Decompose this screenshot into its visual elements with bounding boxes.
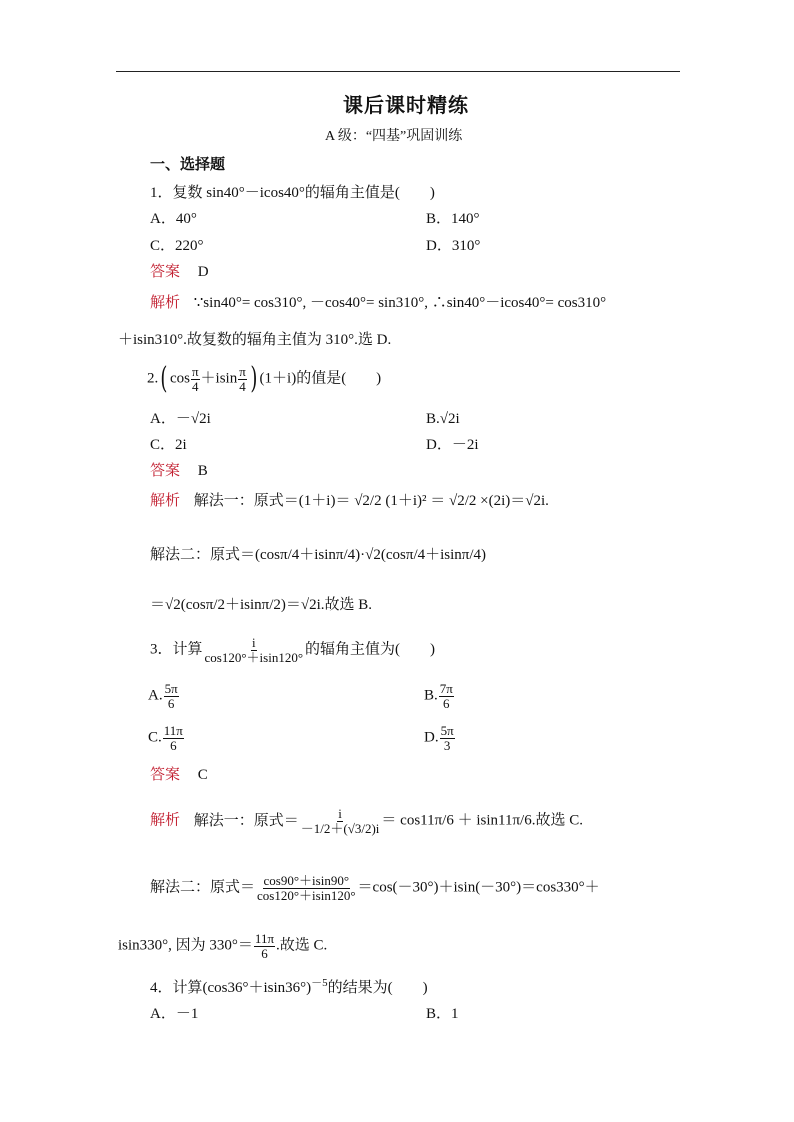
section-heading: 一、选择题 bbox=[150, 157, 226, 173]
q2-method1: 解析 解法一：原式＝(1＋i)＝ √2/2 (1＋i)² ＝ √2/2 ×(2i)＝√2i. bbox=[150, 493, 549, 509]
q2-option-d: D．－2i bbox=[426, 437, 479, 453]
q3-method2: 解法二：原式＝ $\frac{\cos 90^\circ+isin90^\circ}{\cos 120^\circ+isin120^\circ}$ ＝cos(－30°)＋isin(－30°)＝cos330°＋ bbox=[150, 873, 600, 903]
q4-option-a: A．－1 bbox=[150, 1006, 199, 1022]
q1-analysis-line2: ＋isin310°.故复数的辐角主值为 310°.选 D. bbox=[118, 332, 392, 348]
q3-option-d: D. $\frac{5\pi}{3}$ bbox=[424, 723, 454, 753]
q3-method2-line2: isin330°, 因为 330°＝ $\frac{11\pi}{6}$ .故选 C. bbox=[118, 931, 328, 961]
q2-option-b: B.√2i bbox=[426, 411, 460, 427]
q3-answer: C bbox=[197, 767, 208, 783]
q3-method1: 解析 解法一：原式＝ $\frac{i}{-1/2+(√3/2)i}$ ＝ cos11π/6 ＋ isin11π/6.故选 C. bbox=[150, 806, 583, 836]
q1-analysis-label: 解析 bbox=[150, 295, 181, 311]
q3-option-c: C. $\frac{11\pi}{6}$ bbox=[148, 723, 183, 753]
q3-answer-label: 答案 bbox=[150, 767, 181, 783]
q2-answer: B bbox=[197, 463, 208, 479]
q1-option-d: D．310° bbox=[426, 238, 481, 254]
q2-method2-line2: ＝√2(cosπ/2＋isinπ/2)＝√2i.故选 B. bbox=[150, 597, 373, 613]
q3-option-a: A. $\frac{5\pi}{6}$ bbox=[148, 681, 178, 711]
q4-option-b: B．1 bbox=[426, 1006, 459, 1022]
q1-option-c: C．220° bbox=[150, 238, 204, 254]
q1-answer: D bbox=[197, 264, 209, 280]
q2-stem: 2.( cos $\frac{\pi}{4}$ ＋isin $\frac{\pi}{4}$ ) (1＋i)的值是( ) bbox=[147, 361, 382, 396]
q2-method2-line1: 解法二：原式＝(cosπ/4＋isinπ/4)·√2(cosπ/4＋isinπ/4) bbox=[150, 547, 487, 563]
q1-analysis-line1: ∵sin40°= cos310°, －cos40°= sin310°, ∴sin40°－icos40°= cos310° bbox=[193, 295, 607, 311]
q4-stem: 4．计算$(\cos 36^\circ+isin36^\circ)^{-5}$的结果为( ) bbox=[150, 977, 428, 996]
q2-answer-label: 答案 bbox=[150, 463, 181, 479]
q2-option-c: C．2i bbox=[150, 437, 187, 453]
q3-option-b: B. $\frac{7\pi}{6}$ bbox=[424, 681, 453, 711]
q1-option-b: B．140° bbox=[426, 211, 480, 227]
header-rule bbox=[116, 71, 680, 72]
level-subtitle: A 级：“四基”巩固训练 bbox=[325, 129, 463, 144]
q3-stem: 3．计算 $\frac{i}{\cos 120^\circ+isin120^\circ}$ 的辐角主值为( ) bbox=[150, 635, 436, 665]
q1-option-a: A．40° bbox=[150, 211, 197, 227]
page-title: 课后课时精练 bbox=[343, 95, 469, 117]
q1-answer-label: 答案 bbox=[150, 264, 181, 280]
q2-option-a: A．－√2i bbox=[150, 411, 211, 427]
q1-stem: 1．复数 sin40°－icos40°的辐角主值是( ) bbox=[150, 185, 435, 201]
